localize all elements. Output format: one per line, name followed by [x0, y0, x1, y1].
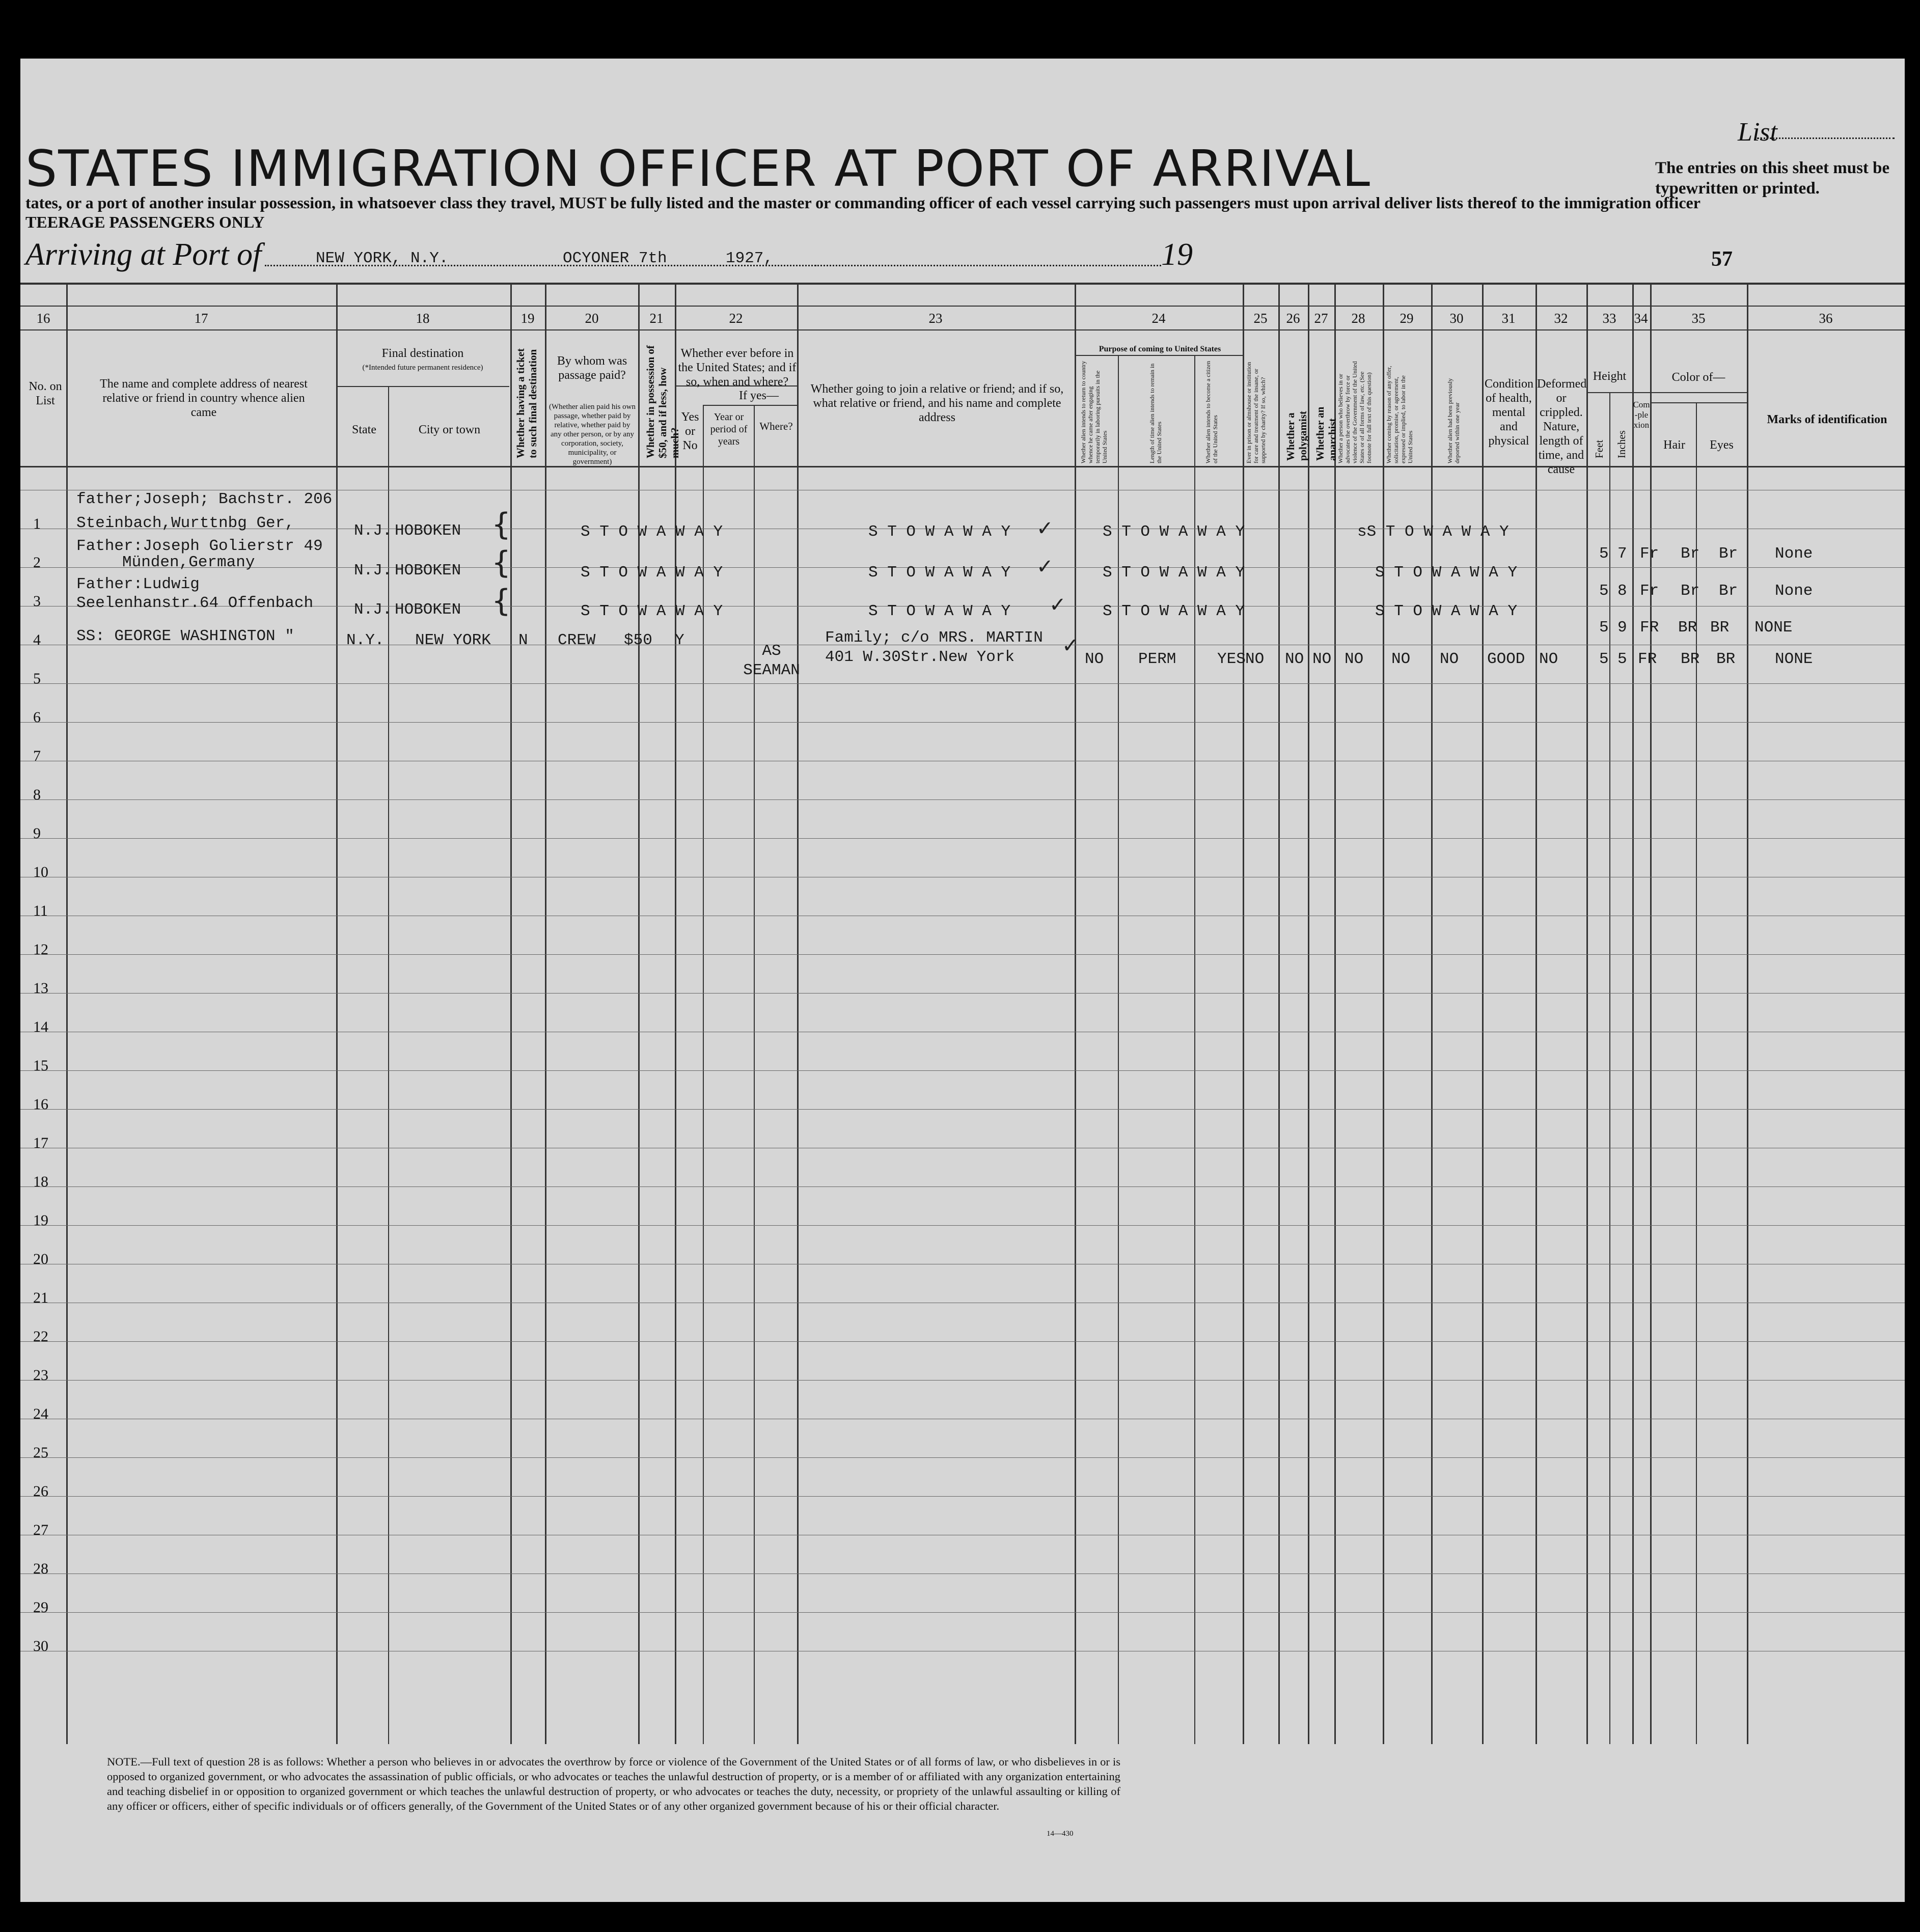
row-number: 26 — [33, 1483, 48, 1500]
r4-c29: NO — [1391, 650, 1411, 668]
r4-money: $50 — [624, 631, 652, 649]
header-inches: Inches — [1615, 430, 1628, 458]
header-prison: Ever in prison or almshouse or institution for care and treatment of the insane, or supported by charity? If so, which? — [1245, 362, 1267, 463]
row-number: 13 — [33, 980, 48, 997]
r1-marks: None — [1775, 545, 1813, 563]
header-purpose-citizen: Whether alien intends to become a citizen of the United States — [1204, 361, 1219, 463]
column-number: 35 — [1691, 311, 1706, 326]
r4-passage: CREW — [558, 631, 596, 649]
row-number: 11 — [33, 902, 48, 919]
color-rule — [1650, 402, 1747, 403]
r4-health: GOOD — [1487, 650, 1525, 668]
height-rule — [1586, 392, 1747, 393]
r4-state: N.Y. — [346, 631, 385, 649]
r2-line: Father:Joseph Golierstr 49 — [76, 537, 323, 555]
port-value: NEW YORK, N.Y. — [316, 250, 449, 267]
column-rule — [1535, 283, 1537, 1744]
column-number: 21 — [649, 311, 664, 326]
r2-passage: S T O W A W A Y — [581, 564, 723, 582]
column-rule — [336, 283, 338, 1744]
column-number: 30 — [1449, 311, 1464, 326]
r4-c30: NO — [1440, 650, 1459, 668]
check-mark-icon: ✓ — [1036, 517, 1054, 540]
r1-join: S T O W A W A Y — [868, 523, 1011, 541]
r1-col28-30: sS T O W A W A Y — [1357, 523, 1509, 541]
r3-city: HOBOKEN — [395, 601, 461, 619]
column-number: 26 — [1286, 311, 1300, 326]
r1-city: HOBOKEN — [395, 522, 461, 540]
row-number: 28 — [33, 1560, 48, 1577]
column-number: 28 — [1351, 311, 1365, 326]
brace-mark: { — [491, 507, 511, 542]
r4-c28: NO — [1345, 650, 1364, 668]
row-rule — [20, 1341, 1905, 1342]
r3-purpose: S T O W A W A Y — [1103, 602, 1245, 620]
r2-inches: 8 — [1617, 582, 1627, 600]
column-rule — [66, 283, 68, 1744]
r4-where: AS SEAMAN — [743, 642, 800, 679]
r2-feet: 5 — [1599, 582, 1609, 600]
r2-complexion: Fr — [1640, 582, 1659, 600]
header-fifty-dollars: Whether in possession of $50, and if less, how much? — [644, 345, 681, 458]
header-health: Condition of health, mental and physical — [1485, 377, 1534, 448]
row-rule — [20, 722, 1905, 723]
r2-marks: None — [1775, 582, 1813, 600]
row-rule — [20, 838, 1905, 839]
r1-complexion: Fr — [1640, 545, 1659, 563]
header-complexion: Com-plexion — [1633, 400, 1650, 430]
column-number: 27 — [1314, 311, 1328, 326]
r4-deformed: NO — [1539, 650, 1558, 668]
r2-col28-30: S T O W A W A Y — [1375, 564, 1518, 582]
r1-feet: 5 — [1599, 545, 1609, 563]
r2-city: HOBOKEN — [395, 562, 461, 579]
column-rule — [1431, 283, 1433, 1744]
header-if-yes: If yes— — [739, 389, 779, 402]
row-number: 12 — [33, 941, 48, 958]
column-number: 32 — [1554, 311, 1568, 326]
row-number: 19 — [33, 1212, 48, 1229]
r1-relative: Steinbach,Wurttnbg Ger, — [76, 514, 294, 532]
r2-purpose: S T O W A W A Y — [1103, 564, 1245, 582]
row-number: 25 — [33, 1444, 48, 1461]
column-number: 22 — [729, 311, 743, 326]
column-number: 17 — [194, 311, 208, 326]
header-purpose-return: Whether alien intends to return to country whence he came after engaging temporarily in laboring pursuits in the United States — [1080, 361, 1108, 463]
r4-yes-no: Y — [675, 631, 684, 649]
column-rule — [1278, 283, 1280, 1744]
manifest-sheet — [20, 59, 1905, 1902]
header-passage-paid: By whom was passage paid? — [557, 354, 627, 382]
sheet-number: 57 — [1711, 247, 1733, 271]
r4-relative: SS: GEORGE WASHINGTON " — [76, 627, 294, 645]
column-rule — [1586, 283, 1588, 1744]
column-rule — [638, 283, 640, 1744]
r3-hair: BR — [1678, 619, 1697, 637]
r4-ticket: N — [518, 631, 528, 649]
column-number: 33 — [1602, 311, 1616, 326]
column-rule — [1243, 283, 1244, 1744]
header-no-on-list: No. on List — [29, 380, 62, 407]
r2-eyes: Br — [1719, 582, 1738, 600]
r4-marks: NONE — [1775, 650, 1813, 668]
row-rule — [20, 683, 1905, 684]
r2-join: S T O W A W A Y — [868, 564, 1011, 582]
row-number: 27 — [33, 1522, 48, 1538]
r3-passage: S T O W A W A Y — [581, 602, 723, 620]
steerage-label: TEERAGE PASSENGERS ONLY — [25, 213, 265, 231]
row-number: 15 — [33, 1057, 48, 1074]
column-rule — [1308, 283, 1309, 1744]
column-rule — [1747, 283, 1748, 1744]
header-labor-offer: Whether coming by reason of any offer, solicitation, promise, or agreement, expressed or implied, to labor in the United States — [1385, 366, 1414, 463]
r4-join-2: 401 W.30Str.New York — [825, 648, 1015, 666]
row-number: 18 — [33, 1173, 48, 1190]
row-number: 6 — [33, 709, 41, 726]
row-rule — [20, 1380, 1905, 1381]
header-feet: Feet — [1593, 439, 1605, 458]
row-number: 24 — [33, 1405, 48, 1422]
r4-length: PERM — [1138, 650, 1176, 668]
column-rule — [1383, 283, 1384, 1744]
r1-state: N.J. — [354, 522, 392, 540]
column-rule — [797, 283, 799, 1744]
column-rule — [1334, 283, 1336, 1744]
header-anarchist: Whether an anarchist — [1314, 406, 1338, 461]
r4-return: NO — [1085, 650, 1104, 668]
row-rule — [20, 799, 1905, 800]
header-marks: Marks of identification — [1767, 413, 1887, 426]
r4-c26: NO — [1285, 650, 1304, 668]
r1-hair: Br — [1681, 545, 1700, 563]
column-rule — [545, 283, 546, 1744]
header-polygamist: Whether a polygamist — [1284, 410, 1309, 461]
row-number: 29 — [33, 1599, 48, 1616]
row-number: 3 — [33, 593, 41, 610]
r1-purpose: S T O W A W A Y — [1103, 523, 1245, 541]
row-number: 22 — [33, 1328, 48, 1345]
brace-mark: { — [491, 583, 511, 619]
table-top-rule — [20, 283, 1905, 285]
column-number: 34 — [1634, 311, 1648, 326]
r4-join-1: Family; c/o MRS. MARTIN — [825, 629, 1043, 647]
date-line — [815, 265, 1161, 266]
r3-inches: 9 — [1617, 619, 1627, 637]
header-bottom-rule — [20, 466, 1905, 467]
header-yes-no: Yes or No — [681, 410, 699, 452]
column-number: 18 — [416, 311, 430, 326]
header-purpose: Purpose of coming to United States — [1099, 345, 1221, 353]
check-mark-icon: ✓ — [1062, 634, 1079, 657]
column-number: 19 — [520, 311, 535, 326]
r4-c25: NO — [1245, 650, 1265, 668]
brace-mark: { — [491, 545, 511, 581]
r2-state: N.J. — [354, 562, 392, 579]
row-rule — [20, 1496, 1905, 1497]
header-final-destination-note: (*Intended future permanent residence) — [362, 364, 483, 372]
header-hair: Hair — [1663, 438, 1685, 452]
column-rule — [1609, 392, 1610, 1744]
row-number: 8 — [33, 786, 41, 803]
list-number-line — [1757, 137, 1895, 139]
header-eyes: Eyes — [1710, 438, 1734, 452]
r4-feet: 5 — [1599, 650, 1609, 668]
row-number: 7 — [33, 748, 41, 764]
year-typed-value: 1927, — [726, 250, 774, 267]
header-deported: Whether alien had been previously deported within one year — [1446, 378, 1461, 463]
row-number: 14 — [33, 1018, 48, 1035]
check-mark-icon: ✓ — [1049, 593, 1066, 617]
row-number: 23 — [33, 1367, 48, 1384]
year-printed: 19 — [1161, 237, 1193, 272]
row-rule — [20, 1457, 1905, 1458]
row-rule — [20, 1109, 1905, 1110]
header-state: State — [352, 423, 376, 436]
column-number: 16 — [36, 311, 50, 326]
column-rule — [1482, 283, 1484, 1744]
header-relative-address: The name and complete address of nearest relative or friend in country whence alien came — [100, 377, 308, 419]
column-rule — [1075, 283, 1076, 1744]
column-number-rule — [20, 306, 1905, 307]
row-number: 20 — [33, 1251, 48, 1267]
r3-join: S T O W A W A Y — [868, 602, 1011, 620]
column-rule — [675, 283, 676, 1744]
header-passage-paid-note: (Whether alien paid his own passage, whether paid by relative, whether paid by any other person, or by any corporation, society, municipality, or government) — [549, 403, 636, 466]
column-rule — [510, 283, 512, 1744]
footnote: NOTE.—Full text of question 28 is as follows: Whether a person who believes in or advocates the overthrow by force or violence of the Government of the United States or of all forms of law, or who disbelieves in or is opposed to organized government, or who advocates the assassination of public officials, or who advocates or teaches the unlawful destruction of property, or is a member of or affiliated with any organization entertaining and teaching disbelief in or opposition to organized government or which teaches the unlawful destruction of property, or who advocates or teaches the duty, necessity, or propriety of the unlawful assaulting or killing of any officer or officers, either of specific individuals or of officers generally, of the Government of the United States or of any other organized government because of his or their official character. — [107, 1755, 1120, 1812]
header-ever-before: Whether ever before in the United States; and if so, when and where? — [678, 347, 797, 389]
row-number: 1 — [33, 515, 41, 532]
row-rule — [20, 1225, 1905, 1226]
header-deformed: Deformed or crippled. Nature, length of time, and cause — [1537, 377, 1587, 476]
column-number: 29 — [1400, 311, 1414, 326]
row-number: 10 — [33, 864, 48, 880]
r3-state: N.J. — [354, 601, 392, 619]
check-mark-icon: ✓ — [1036, 555, 1054, 578]
header-height: Height — [1593, 370, 1627, 383]
if-yes-rule — [703, 405, 797, 406]
header-city: City or town — [418, 423, 481, 436]
row-number: 30 — [33, 1638, 48, 1654]
r3-eyes: BR — [1710, 619, 1730, 637]
r4-inches: 5 — [1617, 650, 1627, 668]
column-number-rule-lower — [20, 329, 1905, 330]
header-instructions: tates, or a port of another insular possession, in whatsoever class they travel, MUST be fully listed and the master or commanding officer of each vessel carrying such passengers must upon arrival deliver lists thereof to the immigration officer — [25, 194, 1700, 212]
column-rule — [1650, 283, 1652, 1744]
row-number: 16 — [33, 1096, 48, 1113]
column-number: 20 — [585, 311, 599, 326]
r3-complexion: FR — [1640, 619, 1659, 637]
row-number: 21 — [33, 1289, 48, 1306]
column-number: 23 — [928, 311, 943, 326]
column-rule — [1632, 283, 1634, 1744]
row-rule — [20, 1070, 1905, 1071]
page-title: STATES IMMIGRATION OFFICER AT PORT OF ARRIVAL — [25, 140, 1372, 198]
r3-feet: 5 — [1599, 619, 1609, 637]
r3-col28-30: S T O W A W A Y — [1375, 602, 1518, 620]
header-years: Year or period of years — [710, 411, 748, 447]
r4-hair: BR — [1681, 650, 1700, 668]
column-number: 25 — [1253, 311, 1268, 326]
r3-relative: Seelenhanstr.64 Offenbach — [76, 594, 314, 612]
r1-inches: 7 — [1617, 545, 1627, 563]
row-number: 2 — [33, 554, 41, 571]
row-rule — [20, 1186, 1905, 1187]
list-label: List — [1737, 118, 1777, 147]
header-q28: Whether a person who believes in or advocates the overthrow by force or violence of the Government of the United States or of all forms of law, etc. (See footnote for full text of this question) — [1337, 361, 1373, 463]
r4-city: NEW YORK — [415, 631, 491, 649]
r4-eyes: BR — [1716, 650, 1736, 668]
header-join-relative: Whether going to join a relative or friend; and if so, what relative or friend, and his name and complete address — [810, 382, 1064, 424]
r3-line: Father:Ludwig — [76, 575, 200, 593]
form-number: 14—430 — [1047, 1830, 1074, 1838]
row-rule — [20, 954, 1905, 955]
final-destination-rule — [336, 386, 509, 387]
row-rule — [20, 1612, 1905, 1613]
r3-marks: NONE — [1754, 619, 1793, 637]
r2-hair: Br — [1681, 582, 1700, 600]
date-value: OCYONER 7th — [563, 250, 667, 267]
row-number: 9 — [33, 825, 41, 842]
header-ticket: Whether having a ticket to such final destination — [514, 348, 539, 458]
r1-eyes: Br — [1719, 545, 1738, 563]
row-number: 4 — [33, 631, 41, 648]
r4-c27: NO — [1312, 650, 1332, 668]
column-number: 36 — [1819, 311, 1833, 326]
header-final-destination: Final destination — [381, 347, 464, 360]
header-purpose-length: Length of time alien intends to remain in the United States — [1148, 363, 1163, 463]
typewritten-note: The entries on this sheet must be typewritten or printed. — [1655, 159, 1890, 198]
r1-passage: S T O W A W A Y — [581, 523, 723, 541]
column-number: 31 — [1501, 311, 1516, 326]
column-rule — [388, 386, 389, 1744]
arriving-label: Arriving at Port of — [25, 237, 262, 272]
r4-citizen: YES — [1217, 650, 1246, 668]
row-number: 5 — [33, 670, 41, 687]
entry-pre-line: father;Joseph; Bachstr. 206 — [76, 490, 333, 508]
r2-relative: Münden,Germany — [122, 554, 255, 571]
header-where: Where? — [759, 420, 793, 432]
r4-complexion: FR — [1638, 650, 1657, 668]
row-number: 17 — [33, 1135, 48, 1151]
column-number: 24 — [1151, 311, 1166, 326]
column-rule — [1696, 402, 1697, 1744]
header-color-of: Color of— — [1671, 371, 1725, 384]
